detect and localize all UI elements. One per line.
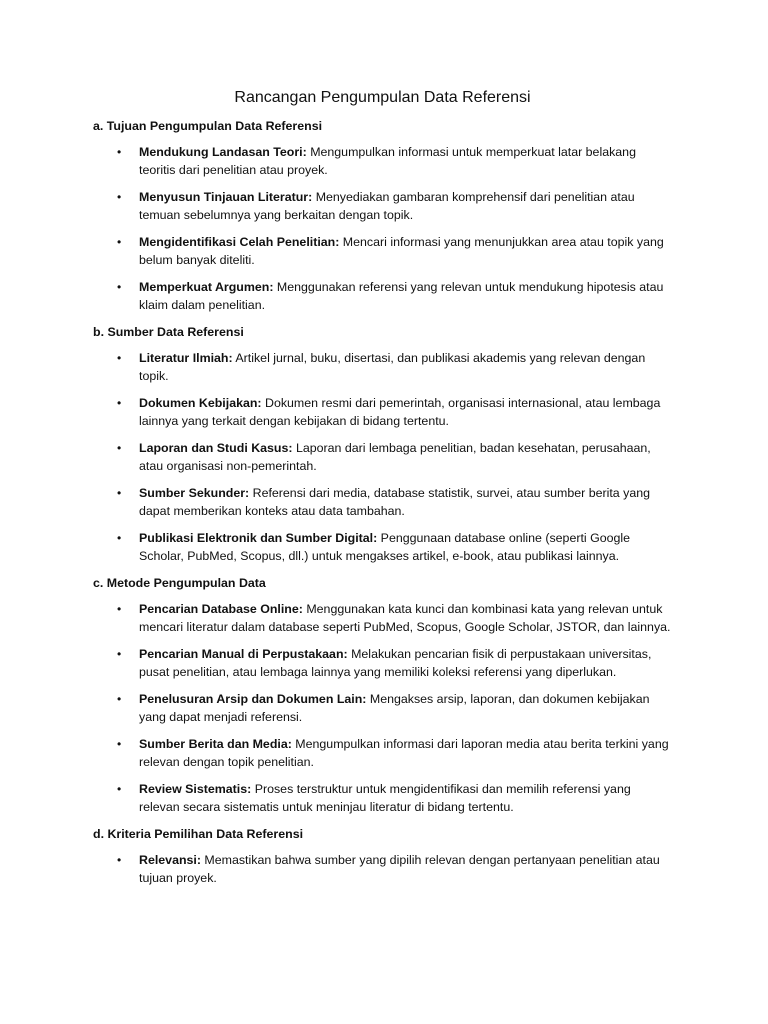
bullet-icon: • — [117, 602, 122, 616]
item-term: Publikasi Elektronik dan Sumber Digital: — [139, 531, 378, 545]
bullet-icon: • — [117, 531, 122, 545]
document-body — [93, 117, 672, 887]
bullet-list — [93, 851, 672, 887]
item-description: Menggunakan referensi yang relevan untuk mendukung hipotesis atau klaim dalam penelitian. — [139, 280, 664, 312]
list-item — [93, 690, 672, 726]
list-item — [93, 600, 672, 636]
item-description: Mengakses arsip, laporan, dan dokumen kebijakan yang dapat menjadi referensi. — [139, 692, 650, 724]
bullet-icon: • — [117, 853, 122, 867]
item-description: Artikel jurnal, buku, disertasi, dan publikasi akademis yang relevan dengan topik. — [139, 351, 646, 383]
section-heading: b. Sumber Data Referensi — [93, 325, 244, 339]
bullet-icon: • — [117, 235, 122, 249]
item-term: Pencarian Database Online: — [139, 602, 303, 616]
list-item — [93, 188, 672, 224]
bullet-icon: • — [117, 692, 122, 706]
bullet-icon: • — [117, 280, 122, 294]
list-item — [93, 645, 672, 681]
item-term: Pencarian Manual di Perpustakaan: — [139, 647, 348, 661]
item-term: Sumber Berita dan Media: — [139, 737, 292, 751]
item-description: Mengumpulkan informasi untuk memperkuat latar belakang teoritis dari penelitian atau proyek. — [139, 145, 636, 177]
section-heading: c. Metode Pengumpulan Data — [93, 576, 266, 590]
bullet-list — [93, 600, 672, 816]
item-term: Penelusuran Arsip dan Dokumen Lain: — [139, 692, 367, 706]
list-item — [93, 484, 672, 520]
bullet-icon: • — [117, 190, 122, 204]
list-item — [93, 529, 672, 565]
list-item — [93, 851, 672, 887]
bullet-icon: • — [117, 396, 122, 410]
bullet-icon: • — [117, 145, 122, 159]
list-item — [93, 394, 672, 430]
list-item — [93, 278, 672, 314]
bullet-icon: • — [117, 441, 122, 455]
item-term: Menyusun Tinjauan Literatur: — [139, 190, 313, 204]
item-term: Laporan dan Studi Kasus: — [139, 441, 293, 455]
item-description: Menggunakan kata kunci dan kombinasi kata yang relevan untuk mencari literatur dalam database seperti PubMed, Scopus, Google Scholar, JSTOR, dan lainnya. — [139, 602, 671, 634]
item-description: Penggunaan database online (seperti Google Scholar, PubMed, Scopus, dll.) untuk mengakses artikel, e-book, atau publikasi lainnya. — [139, 531, 631, 563]
item-term: Review Sistematis: — [139, 782, 252, 796]
section-heading: d. Kriteria Pemilihan Data Referensi — [93, 827, 304, 841]
item-description: Mengumpulkan informasi dari laporan media atau berita terkini yang relevan dengan topik penelitian. — [139, 737, 669, 769]
list-item — [93, 233, 672, 269]
section-heading: a. Tujuan Pengumpulan Data Referensi — [93, 119, 323, 133]
bullet-icon: • — [117, 486, 122, 500]
item-term: Relevansi: — [139, 853, 201, 867]
bullet-icon: • — [117, 647, 122, 661]
item-description: Menyediakan gambaran komprehensif dari penelitian atau temuan sebelumnya yang berkaitan dengan topik. — [139, 190, 635, 222]
item-description: Memastikan bahwa sumber yang dipilih relevan dengan pertanyaan penelitian atau tujuan proyek. — [139, 853, 660, 885]
page-title: Rancangan Pengumpulan Data Referensi — [234, 89, 531, 106]
item-term: Memperkuat Argumen: — [139, 280, 274, 294]
item-term: Mendukung Landasan Teori: — [139, 145, 307, 159]
item-description: Dokumen resmi dari pemerintah, organisasi internasional, atau lembaga lainnya yang terkait dengan kebijakan di bidang tertentu. — [139, 396, 661, 428]
bullet-list — [93, 143, 672, 314]
item-description: Referensi dari media, database statistik, survei, atau sumber berita yang dapat memberikan konteks atau data tambahan. — [139, 486, 651, 518]
list-item — [93, 735, 672, 771]
item-description: Melakukan pencarian fisik di perpustakaan universitas, pusat penelitian, atau lembaga lainnya yang memiliki koleksi referensi yang diperlukan. — [139, 647, 652, 679]
bullet-icon: • — [117, 351, 122, 365]
list-item — [93, 143, 672, 179]
item-description: Proses terstruktur untuk mengidentifikasi dan memilih referensi yang relevan secara sistematis untuk meninjau literatur di bidang tertentu. — [139, 782, 631, 814]
list-item — [93, 439, 672, 475]
item-term: Literatur Ilmiah: — [139, 351, 233, 365]
list-item — [93, 780, 672, 816]
list-item — [93, 349, 672, 385]
item-description: Laporan dari lembaga penelitian, badan kesehatan, perusahaan, atau organisasi non-pemerintah. — [139, 441, 651, 473]
item-term: Sumber Sekunder: — [139, 486, 250, 500]
bullet-list — [93, 349, 672, 565]
bullet-icon: • — [117, 782, 122, 796]
bullet-icon: • — [117, 737, 122, 751]
item-description: Mencari informasi yang menunjukkan area atau topik yang belum banyak diteliti. — [139, 235, 664, 267]
item-term: Dokumen Kebijakan: — [139, 396, 262, 410]
item-term: Mengidentifikasi Celah Penelitian: — [139, 235, 340, 249]
